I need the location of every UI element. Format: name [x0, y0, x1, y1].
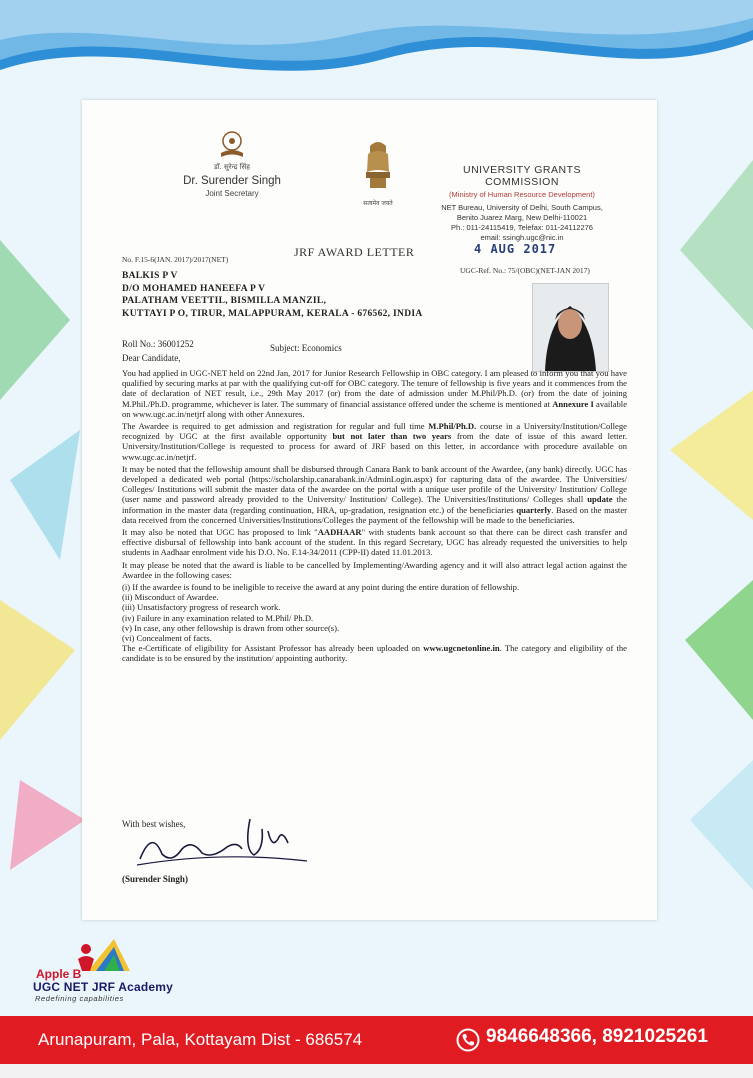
para-bold: M.Phil/Ph.D.: [428, 421, 477, 432]
closing-line: With best wishes,: [122, 819, 186, 829]
recipient-name: BALKIS P V: [122, 271, 178, 281]
para-bold: but not later than two years: [332, 431, 452, 442]
paragraph-cancellation: It may please be noted that the award is liable to be cancelled by Implementing/Awarding agency and it will also attract legal action against the Awardee in the following cases:: [122, 559, 627, 580]
paragraph-qualification: [122, 368, 627, 419]
para-text: The e-Certificate of eligibility for Assistant Professor has already been uploaded on: [122, 643, 421, 654]
para-text: from the date of issue of this award letter. University/Institution/College is requested to process for award of JRF based on this letter, in accordance with procedure available on www.ugc.ac.in/netjrf.: [122, 431, 627, 462]
address-line: Ph.: 011-24115419, Telefax: 011-24112276: [451, 223, 593, 232]
letter-title: JRF AWARD LETTER: [294, 245, 415, 259]
signatory-role: Joint Secretary: [205, 189, 259, 198]
date-stamp: 4 AUG 2017: [474, 242, 557, 256]
para-text: course in a University/Institution/College recognized by UGC at the first available opportunity: [122, 421, 627, 442]
letter-body: [122, 368, 627, 666]
roll-number: Roll No.: 36001252: [122, 339, 194, 349]
paragraph-aadhaar: [122, 527, 627, 558]
logo-tagline: Redefining capabilities: [35, 994, 124, 1003]
candidate-photo: [532, 283, 609, 372]
signature-icon: [132, 809, 332, 869]
top-wave-decoration: [0, 0, 753, 110]
para-bold: Annexure I: [552, 398, 594, 409]
ministry-label: (Ministry of Human Resource Development): [449, 190, 595, 199]
recipient-address: [122, 270, 423, 320]
paragraph-disbursal: [122, 464, 627, 525]
footer-strip: [0, 1064, 753, 1078]
cancellation-case: (v) In case, any other fellowship is drawn from other source(s).: [122, 622, 340, 633]
logo-brand: Apple B: [36, 967, 82, 981]
logo-name: UGC NET JRF Academy: [33, 980, 174, 994]
recipient-line: KUTTAYI P O, TIRUR, MALAPPURAM, KERALA - 676562, INDIA: [122, 308, 423, 319]
recipient-line: D/O MOHAMED HANEEFA P V: [122, 283, 266, 294]
address-line: email: ssingh.ugc@nic.in: [480, 233, 564, 242]
hindi-name-label: डॉ. सुरेन्द्र सिंह: [214, 163, 250, 171]
commission-header: [427, 164, 617, 243]
cancellation-case: (ii) Misconduct of Awardee.: [122, 592, 219, 603]
footer-phones: 9846648366, 8921025261: [486, 1026, 708, 1047]
signatory-name: Dr. Surender Singh: [183, 175, 281, 187]
para-text: It may be noted that the fellowship amount shall be disbursed through Canara Bank to bank account of the Awardee, (any bank) directly. UGC has developed a dedicated web portal (https://scholarship.canarabank.in/AdminLogin.aspx) for capturing data of the awardee. The Universities/ Colleges/ Institutions will submit the master data of the awardee on the portal with a unique user profile of the University/ Institution/ College (user name and password already provided to the University/ Institution/ College). The Universities/Institutions/ Colleges shall: [122, 463, 627, 505]
paragraph-ecertificate: [122, 643, 627, 663]
academy-logo: [30, 935, 190, 1005]
para-text: the information in the master data (regarding continuation, HRA, up-gradation, resignation etc.) of the beneficiaries: [122, 494, 627, 515]
paragraph-admission: [122, 421, 627, 462]
left-triangle-decor: [0, 180, 90, 880]
signature-block: [122, 819, 342, 899]
national-emblem: [350, 138, 406, 207]
ugc-emblem-icon: [215, 127, 249, 161]
para-text: available on www.ugc.ac.in/netjrf along with other Annexures.: [122, 398, 628, 419]
phone-icon: [456, 1028, 480, 1052]
cancellation-case: (vi) Concealment of facts.: [122, 633, 212, 644]
signatory-header: [177, 127, 287, 198]
ashoka-emblem-icon: [358, 138, 398, 194]
right-triangle-decor: [660, 160, 753, 900]
commission-title: UNIVERSITY GRANTS COMMISSION: [463, 164, 581, 188]
footer-bar: [0, 1016, 753, 1064]
ugc-reference: UGC-Ref. No.: 75/(OBC)(NET-JAN 2017): [460, 266, 590, 275]
recipient-line: PALATHAM VEETTIL, BISMILLA MANZIL,: [122, 296, 327, 306]
candidate-photo-icon: [533, 284, 608, 371]
salutation: Dear Candidate,: [122, 353, 181, 363]
cancellation-case: (iii) Unsatisfactory progress of research work.: [122, 602, 281, 613]
signatory-printed-name: (Surender Singh): [122, 874, 188, 884]
address-line: NET Bureau, University of Delhi, South Campus,: [441, 203, 603, 212]
para-bold: www.ugcnetonline.in: [423, 643, 500, 654]
para-text: It may also be noted that UGC has proposed to link ": [122, 527, 318, 538]
subject-line: Subject: Economics: [270, 343, 342, 353]
commission-address: [427, 203, 617, 243]
cancellation-case: (iv) Failure in any examination related to M.Phil/ Ph.D.: [122, 612, 314, 623]
emblem-caption: सत्यमेव जयते: [363, 200, 393, 207]
footer-address: Arunapuram, Pala, Kottayam Dist - 686574: [38, 1030, 363, 1049]
para-bold: AADHAAR: [317, 527, 362, 538]
para-text: " with students bank account so that there can be direct cash transfer and effective disbursal of fellowship into bank account of the student. In this regard Secretary, UGC has already requested the universities to help students in Aadhaar enrolment vide his D.O. No. F.14-34/2011 (CPP-II) dated 11.01.2013.: [122, 527, 627, 558]
para-text: . Based on the master data received from the concerned Universities/Institutions/Colleges the payment of the fellowship will be made to the beneficiaries.: [122, 504, 628, 525]
para-bold: update: [587, 494, 613, 505]
para-text: . The category and eligibility of the candidate is to be ensured by the institution/ appointing authority.: [122, 643, 627, 664]
cancellation-case: (i) If the awardee is found to be ineligible to receive the award at any point during the entire duration of fellowship.: [122, 582, 520, 593]
para-text: You had applied in UGC-NET held on 22nd Jan, 2017 for Junior Research Fellowship in OBC category. I am pleased to inform you that you have qualified by securing marks at par with the qualifying cut-off for OBC category. The tenure of fellowship is five years and it commences from the date of declaration of NET result, i.e., 29th May 2017 (or) from the date of admission under M.Phil/Ph.D. (or) from the date of joining M.Phil./Ph.D. programme, whichever is later. The summary of financial assistance offered under the scheme is mentioned at: [122, 368, 627, 409]
reference-number: No. F.15-6(JAN. 2017)/2017(NET): [122, 255, 229, 264]
award-letter: [82, 100, 657, 920]
address-line: Benito Juarez Marg, New Delhi-110021: [456, 213, 588, 222]
para-text: The Awardee is required to get admission and registration for regular and full time: [122, 421, 425, 432]
para-bold: quarterly: [516, 504, 552, 515]
